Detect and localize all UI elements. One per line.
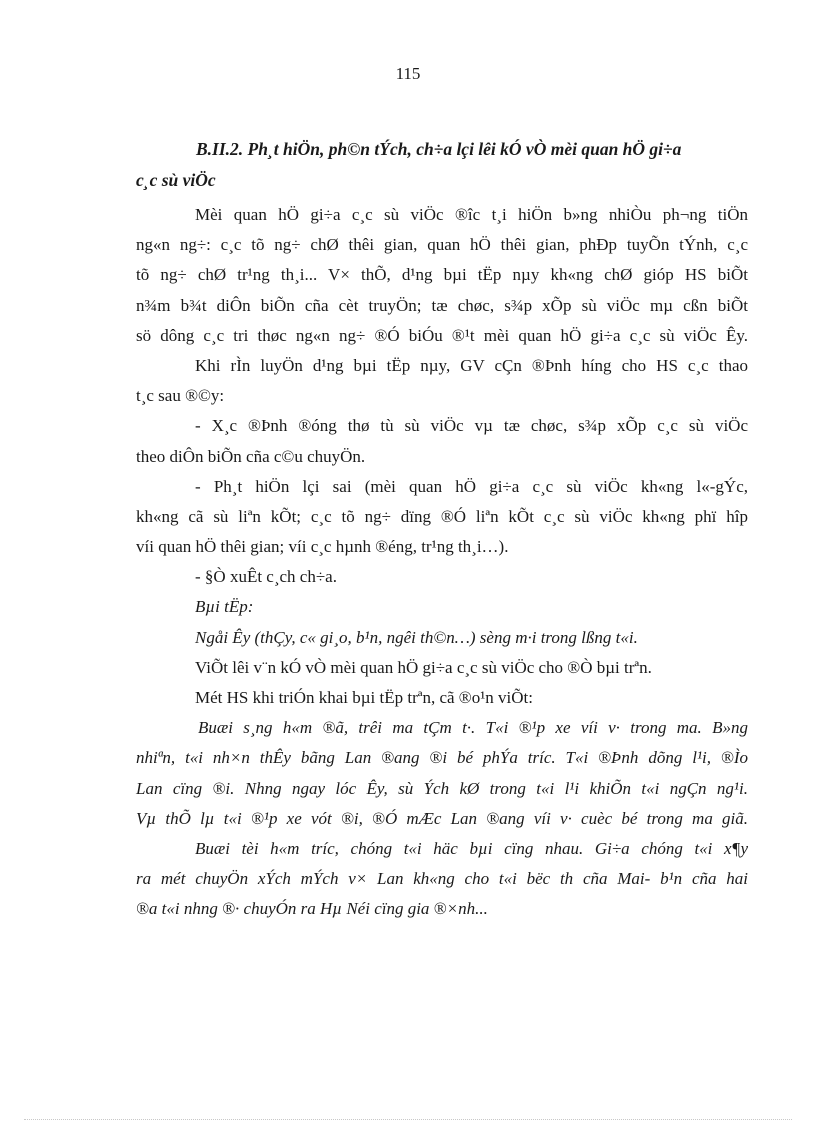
text-line: Vµ thÕ lµ t«i ®¹p xe vót ®i, ®Ó mÆc Lan ®ang víi v· cuèc bé trong ma giã. <box>136 808 748 828</box>
text-line: Mét HS khi triÓn khai bµi tËp trªn, cã ®o¹n viÕt: <box>195 688 533 707</box>
paragraph-teacher-guidance <box>136 351 748 411</box>
text-line: Mèi quan hÖ gi÷a c¸c sù viÖc ®îc t¸i hiÖn b»ng nhiÒu ph¬ng tiÖn <box>195 205 748 224</box>
exercise-label <box>136 592 748 622</box>
text-line: Buæi s¸ng h«m ®ã, trêi ma tÇm t·. T«i ®¹p xe víi v· trong ma. B»ng <box>198 718 748 738</box>
page-bottom-divider <box>24 1119 792 1120</box>
text-line: Buæi tèi h«m tríc, chóng t«i häc bµi cïng nhau. Gi÷a chóng t«i x¶y <box>195 838 748 858</box>
text-line: n¾m b¾t diÔn biÕn cña cèt truyÖn; tæ chøc, s¾p xÕp sù viÖc mµ cßn biÕt <box>136 295 748 315</box>
student-sample-paragraph-2 <box>136 834 748 925</box>
text-line: tõ ng÷ chØ tr¹ng th¸i... V× thÕ, d¹ng bµi tËp nµy kh«ng chØ gióp HS biÕt <box>136 265 748 285</box>
text-line: Lan cïng ®i. Nhng ngay lóc Êy, sù Ých kØ trong t«i l¹i khiÕn t«i ngÇn ng¹i. <box>136 778 748 798</box>
exercise-prompt <box>136 623 748 653</box>
exercise-task <box>136 653 748 683</box>
text-line: - X¸c ®Þnh ®óng thø tù sù viÖc vµ tæ chøc, s¾p xÕp c¸c sù viÖc <box>195 416 748 436</box>
student-sample-paragraph-1 <box>136 713 748 834</box>
section-heading-line-1: B.II.2. Ph¸t hiÖn, ph©n tÝch, ch÷a lçi lêi kÓ vÒ mèi quan hÖ gi÷a <box>196 139 682 159</box>
section-heading-line-2: c¸c sù viÖc <box>136 170 216 190</box>
text-line: Bµi tËp: <box>195 597 254 617</box>
section-heading <box>136 134 746 196</box>
page-number: 115 <box>395 64 421 83</box>
text-line: ra mét chuyÖn xÝch mÝch v× Lan kh«ng cho t«i bëc th cña Mai- b¹n cña hai <box>136 869 748 889</box>
document-body <box>136 200 748 925</box>
list-item-propose-fix <box>136 562 748 592</box>
text-line: Ngåi Êy (thÇy, c« gi¸o, b¹n, ngêi th©n…) sèng m·i trong lßng t«i. <box>195 627 638 647</box>
text-line: nhiªn, t«i nh×n thÊy bãng Lan ®ang ®i bé phÝa tríc. T«i ®Þnh dõng l¹i, ®Ìo <box>136 748 748 768</box>
text-line: kh«ng cã sù liªn kÕt; c¸c tõ ng÷ dïng ®Ó liªn kÕt c¸c sù viÖc kh«ng phï hîp <box>136 506 748 526</box>
text-line: ng«n ng÷: c¸c tõ ng÷ chØ thêi gian, quan hÖ thêi gian, phÐp tuyÕn tÝnh, c¸c <box>136 235 748 255</box>
text-line: ViÕt lêi v¨n kÓ vÒ mèi quan hÖ gi÷a c¸c sù viÖc cho ®Ò bµi trªn. <box>195 657 652 677</box>
text-line: theo diÔn biÕn cña c©u chuyÖn. <box>136 446 366 466</box>
paragraph-relationship-intro <box>136 200 748 351</box>
text-line: Khi rÌn luyÖn d¹ng bµi tËp nµy, GV cÇn ®Þnh híng cho HS c¸c thao <box>195 355 748 375</box>
text-line: t¸c sau ®©y: <box>136 386 225 406</box>
student-sample-intro <box>136 683 748 713</box>
list-item-detect-errors <box>136 472 748 563</box>
list-item-determine-order <box>136 411 748 471</box>
text-line: - §Ò xuÊt c¸ch ch÷a. <box>195 567 337 587</box>
text-line: ®a t«i nhng ®· chuyÓn ra Hµ Néi cïng gia ®×nh... <box>136 899 488 919</box>
text-line: - Ph¸t hiÖn lçi sai (mèi quan hÖ gi÷a c¸c sù viÖc kh«ng l«-gÝc, <box>195 476 748 496</box>
text-line: víi quan hÖ thêi gian; víi c¸c hµnh ®éng, tr¹ng th¸i…). <box>136 537 509 557</box>
text-line: sö dông c¸c tri thøc ng«n ng÷ ®Ó biÓu ®¹t mèi quan hÖ gi÷a c¸c sù viÖc Êy. <box>136 325 748 345</box>
